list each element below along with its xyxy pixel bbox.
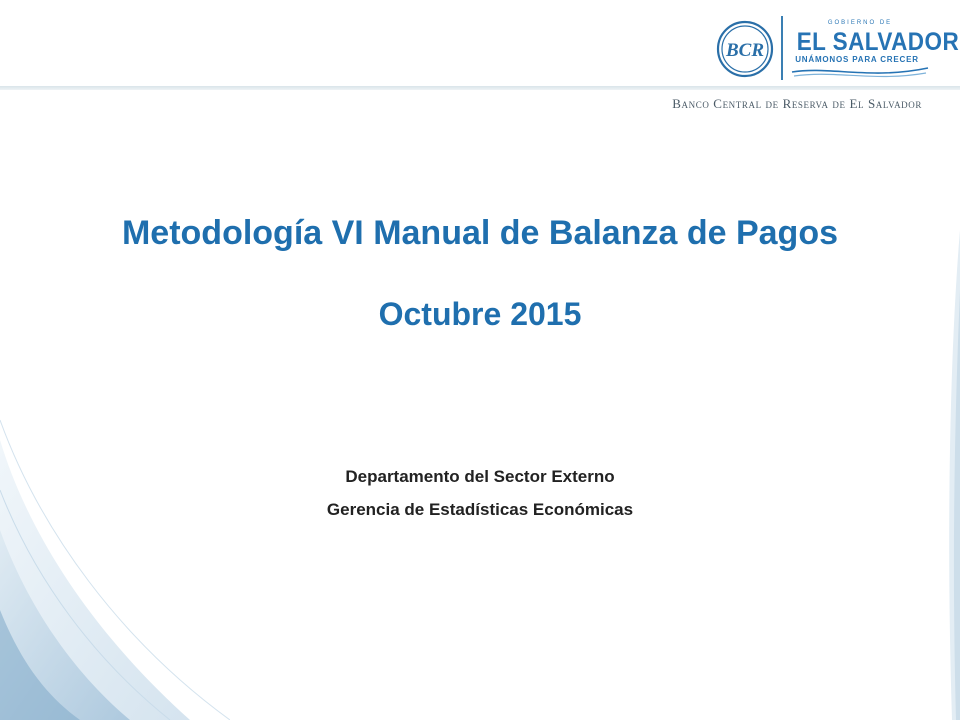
logo-divider — [781, 16, 783, 80]
slide-title: Metodología VI Manual de Balanza de Pagos — [121, 214, 838, 252]
decorative-waves — [0, 380, 230, 720]
management-name: Gerencia de Estadísticas Económicas — [326, 500, 634, 519]
slide-date: Octubre 2015 — [378, 296, 582, 332]
decorative-edge — [936, 230, 960, 720]
bank-name: Banco Central de Reserva de El Salvador — [672, 96, 922, 111]
bcr-logo-text: BCR — [725, 40, 765, 61]
gov-country-name: EL SALVADOR — [796, 28, 960, 56]
wave-icon — [790, 64, 930, 82]
department-name: Departamento del Sector Externo — [345, 467, 615, 486]
bcr-logo — [716, 20, 774, 78]
gov-small-text: GOBIERNO DE — [827, 20, 893, 26]
gov-slogan: UNÁMONOS PARA CRECER — [795, 55, 919, 64]
header-rule — [0, 86, 960, 90]
government-logo — [790, 20, 960, 82]
